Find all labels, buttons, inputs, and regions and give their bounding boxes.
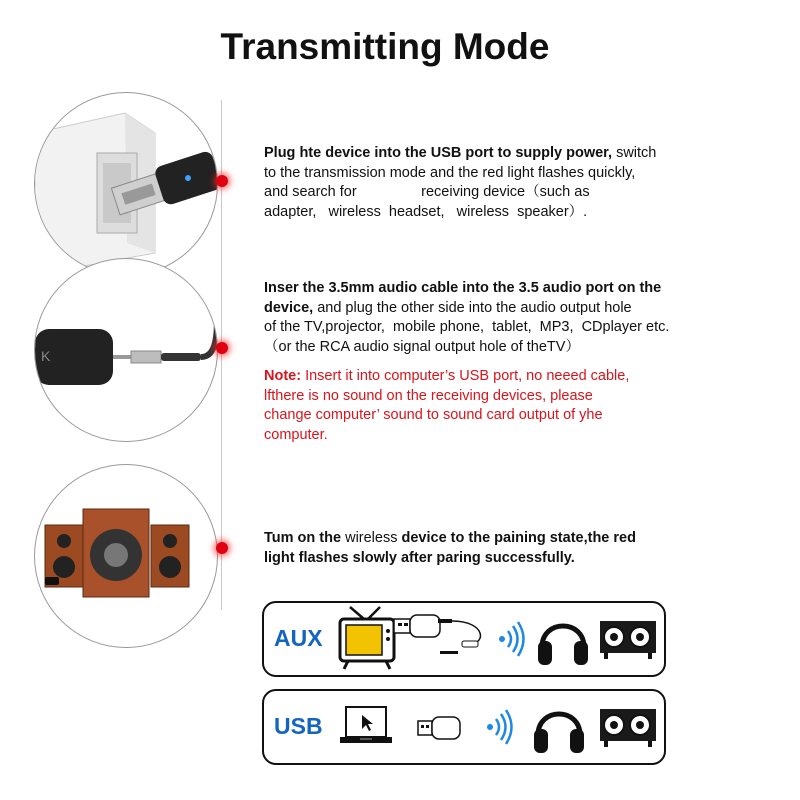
usb-dongle-icon [416, 715, 464, 741]
usb-label: USB [274, 713, 323, 739]
audio-cable-illustration [35, 259, 217, 441]
step3-photo-speakers [34, 464, 218, 648]
step1-line4: adapter, wireless headset, wireless speaker）. [264, 203, 588, 220]
headphones-icon [536, 611, 590, 669]
step2-note [264, 367, 669, 445]
step3-line1-bold-b: device to the paining state,the red [401, 530, 636, 546]
speaker-icon [598, 617, 658, 661]
aux-cable-icon [436, 615, 490, 661]
usb-panel [262, 689, 666, 765]
aux-panel [262, 601, 666, 677]
signal-waves-icon [486, 709, 516, 745]
speaker-system-illustration [35, 465, 217, 647]
step1-line1-rest: switch [616, 145, 657, 161]
note-line2: lfthere is no sound on the receiving devices, please [264, 387, 593, 404]
headphones-icon [532, 699, 586, 757]
step1-text [264, 144, 656, 222]
laptop-icon [338, 705, 394, 747]
step3-line1-word: wireless [345, 530, 398, 546]
step2-line2-bold: device, [264, 299, 314, 316]
step1-red-dot [216, 175, 228, 187]
step2-photo-audio-cable [34, 258, 218, 442]
step2-line3: of the TV,projector, mobile phone, tablet, MP3, CDplayer etc. [264, 319, 670, 335]
step2-line2-rest: and plug the other side into the audio output hole [317, 299, 632, 316]
step2-line4: （or the RCA audio signal output hole of theTV） [264, 338, 580, 355]
step3-line1-bold-a: Tum on the [264, 530, 342, 546]
note-line4: computer. [264, 426, 328, 443]
speaker-icon [598, 705, 658, 749]
page-title: Transmitting Mode [220, 26, 550, 67]
step3-red-dot [216, 542, 228, 554]
note-line3: change computer’ sound to sound card output of yhe [264, 407, 603, 423]
note-line1: Insert it into computer’s USB port, no neeed cable, [305, 368, 630, 384]
step3-line2-bold: light flashes slowly after paring successfully. [264, 549, 575, 566]
step1-line1-bold: Plug hte device into the USB port to supply power, [264, 145, 613, 161]
usb-adapter-illustration [35, 93, 217, 275]
step2-text [264, 279, 669, 445]
tv-icon [336, 605, 398, 671]
note-label: Note: [264, 368, 302, 384]
step2-red-dot [216, 342, 228, 354]
step3-text [264, 529, 636, 568]
step2-line1-bold: Inser the 3.5mm audio cable into the 3.5 audio port on the [264, 280, 662, 296]
step1-line2: to the transmission mode and the red light flashes quickly, [264, 164, 636, 181]
signal-waves-icon [498, 621, 528, 657]
aux-label: AUX [274, 625, 323, 651]
svg-text:K: K [41, 348, 51, 364]
step1-line3: and search for receiving device（such as [264, 184, 590, 200]
step1-photo-usb-adapter [34, 92, 218, 276]
